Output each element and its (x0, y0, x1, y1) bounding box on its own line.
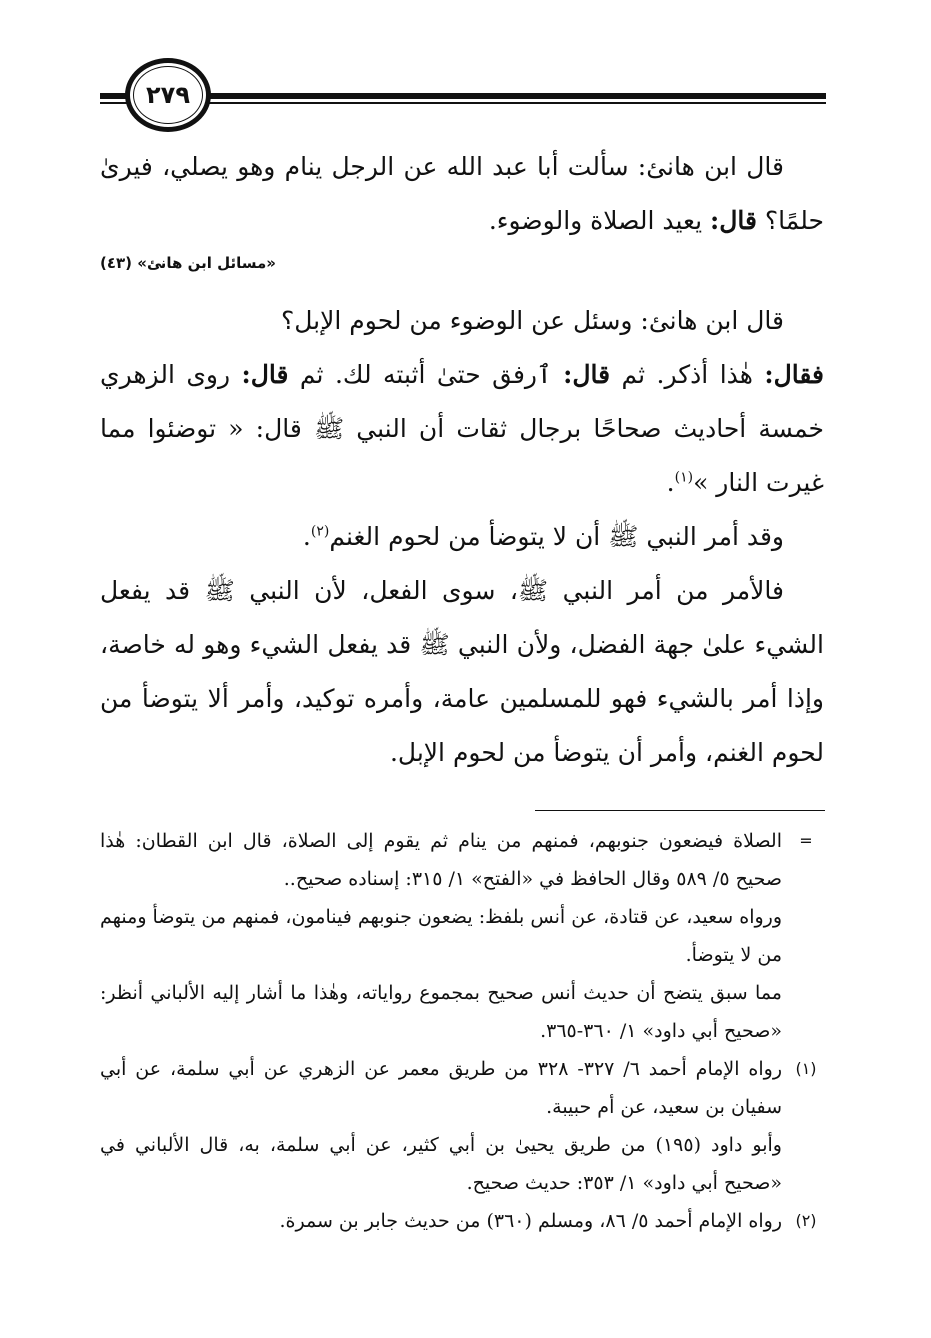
paragraph-2: قال ابن هانئ: وسئل عن الوضوء من لحوم الإبل؟ (280, 306, 784, 335)
footnote-1-text: وأبو داود (١٩٥) من طريق يحيىٰ بن أبي كثير، عن أبي سلمة، به، قال الألباني في «صحيح أبي داود» ١/ ٣٥٣: حديث صحيح. (100, 1134, 782, 1194)
speaker-label: قال: (241, 360, 289, 389)
footnote-continuation (100, 822, 824, 898)
paragraph-5: فالأمر من أمر النبي ﷺ، سوى الفعل، لأن النبي ﷺ قد يفعل الشيء علىٰ جهة الفضل، ولأن النبي ﷺ قد يفعل الشيء وهو له خاصة، وإذا أمر بالشيء فهو للمسلمين عامة، وأمره توكيد، وأمر ألا يتوضأ من لحوم الغنم، وأمر أن يتوضأ من لحوم الإبل. (100, 576, 824, 767)
punctuation: . (666, 468, 675, 497)
paragraph-text: يعيد الصلاة والوضوء. (488, 206, 710, 235)
footnote-reference[interactable]: (١) (674, 469, 694, 486)
footnote-marker: (١) (795, 1059, 817, 1078)
paragraph-3 (100, 348, 824, 510)
footnote-separator (535, 810, 825, 811)
paragraph-text: قال ابن هانئ: سألت أبا عبد الله عن الرجل ينام وهو يصلي، فيرىٰ حلمًا؟ (100, 152, 824, 235)
continuation-marker: = (799, 831, 813, 850)
paragraph-text: ٱرفق حتىٰ أثبته لك. ثم (288, 360, 564, 389)
paragraph-text: هٰذا أذكر. ثم (610, 360, 765, 389)
main-text (100, 140, 824, 780)
footnote-text: رواه الإمام أحمد ٦/ ٣٢٧- ٣٢٨ من طريق معمر عن الزهري عن أبي سلمة، عن أبي سفيان بن سعيد، عن أم حبيبة. (100, 1058, 783, 1118)
page-number: ٢٧٩ (146, 81, 190, 109)
paragraph-4 (100, 510, 824, 564)
punctuation: . (302, 522, 311, 551)
paragraph-text: وقد أمر النبي ﷺ أن لا يتوضأ من لحوم الغنم (329, 522, 784, 551)
speaker-label: قال: (710, 206, 757, 235)
source-citation: «مسائل ابن هانئ» (٤٣) (100, 254, 276, 272)
paragraph-text: روى الزهري خمسة أحاديث صحاحًا برجال ثقات أن النبي ﷺ قال: « توضئوا مما غيرت النار » (100, 360, 824, 497)
footnote-continuation-text: مما سبق يتضح أن حديث أنس صحيح بمجموع رواياته، وهٰذا ما أشار إليه الألباني أنظر: «صحيح أبي داود» ١/ ٣٦٠-٣٦٥. (100, 982, 782, 1042)
footnote-text: الصلاة فيضعون جنوبهم، فمنهم من ينام ثم يقوم إلى الصلاة، قال ابن القطان: هٰذا صحيح ٥/ ٥٨٩ وقال الحافظ في «الفتح» ١/ ٣١٥: إسناده صحيح.. (100, 830, 782, 890)
footnote-text: رواه الإمام أحمد ٥/ ٨٦، ومسلم (٣٦٠) من حديث جابر بن سمرة. (279, 1210, 782, 1232)
footnote-reference[interactable]: (٢) (310, 523, 330, 540)
speaker-label: قال: (563, 360, 611, 389)
footnote-marker: (٢) (795, 1211, 817, 1230)
speaker-label: فقال: (764, 360, 824, 389)
page-header (0, 0, 931, 130)
page-number-badge (125, 58, 211, 132)
footnote-1 (100, 1050, 824, 1126)
footnote-2 (100, 1202, 824, 1240)
footnote-continuation-text: ورواه سعيد، عن قتادة، عن أنس بلفظ: يضعون جنوبهم فينامون، فمنهم من يتوضأ ومنهم من لا يتوضأ. (100, 906, 782, 966)
footnotes (100, 822, 824, 1240)
paragraph-1 (100, 140, 824, 248)
